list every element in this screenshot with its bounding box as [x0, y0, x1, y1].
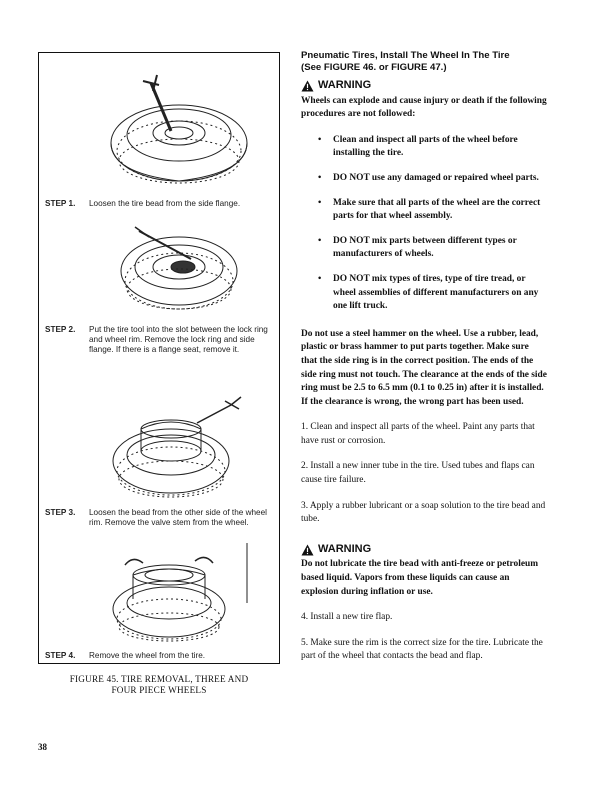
warning-label: WARNING — [318, 542, 372, 555]
step-text: Put the tire tool into the slot between the lock ring and wheel rim. Remove the lock ring and side flange. If there is a flange seat, remove it. — [89, 325, 268, 354]
step-text: Loosen the tire bead from the side flange. — [89, 199, 241, 208]
warning-triangle-icon — [301, 544, 314, 556]
warning-intro: Wheels can explode and cause injury or death if the following procedures are not followed: — [301, 95, 547, 120]
bullet-item: • DO NOT mix types of tires, type of tire tread, or wheel assemblies of different manufacturers on any one lift truck. — [301, 273, 547, 314]
procedure-step-1: 1. Clean and inspect all parts of the wheel. Paint any parts that have rust or corrosion. — [301, 422, 535, 446]
step4-illustration — [39, 541, 279, 645]
procedure-step-4: 4. Install a new tire flap. — [301, 612, 393, 623]
warning-triangle-icon — [301, 80, 314, 92]
procedure-step-2: 2. Install a new inner tube in the tire. Used tubes and flaps can cause tire failure. — [301, 461, 535, 486]
step4-caption — [45, 651, 277, 661]
step1-illustration — [39, 61, 279, 191]
step-label: STEP 1. — [45, 199, 76, 208]
figure-caption-line2: FOUR PIECE WHEELS — [111, 685, 207, 695]
warning-label: WARNING — [318, 79, 372, 91]
step-label: STEP 2. — [45, 325, 76, 334]
page-number: 38 — [38, 742, 47, 752]
step1-caption — [45, 199, 277, 209]
bullet-item: • Make sure that all parts of the wheel are the correct parts for that wheel assembly. — [301, 197, 547, 224]
step-label: STEP 3. — [45, 508, 76, 517]
step-text: Loosen the bead from the other side of the wheel rim. Remove the valve stem from the wheel. — [89, 508, 267, 527]
section-title — [301, 50, 547, 74]
right-column — [301, 50, 547, 664]
step2-illustration — [39, 223, 279, 319]
warning-paragraph: Do not use a steel hammer on the wheel. Use a rubber, lead, plastic or brass hammer to put parts together. Make sure that the side ring is in the correct position. The ends of the side ring must not touch. The clearance at the ends of the side ring must be 2.5 to 6.5 mm (0.1 to 0.25 in) after it is installed. If the clearance is wrong, the wrong part has been used. — [301, 328, 547, 407]
bullet-item: • DO NOT mix parts between different types or manufacturers of wheels. — [301, 235, 547, 262]
step-text: Remove the wheel from the tire. — [89, 651, 206, 660]
procedure-step-3: 3. Apply a rubber lubricant or a soap solution to the tire bead and tube. — [301, 500, 546, 525]
warning-2-text: Do not lubricate the tire bead with anti-freeze or petroleum based liquid. Vapors from these liquids can cause an explosion during inflation or use. — [301, 559, 539, 597]
figure-panel — [38, 52, 280, 664]
bullet-item: • Clean and inspect all parts of the wheel before installing the tire. — [301, 134, 547, 161]
step2-caption — [45, 325, 277, 355]
figure-caption-line1: FIGURE 45. TIRE REMOVAL, THREE AND — [69, 674, 249, 684]
warning-heading — [301, 79, 547, 93]
section-title-line1: Pneumatic Tires, Install The Wheel In The Tire — [301, 50, 510, 61]
step3-caption — [45, 508, 277, 528]
warning-heading-2 — [301, 543, 547, 557]
figure-caption — [38, 674, 280, 696]
bullet-item: • DO NOT use any damaged or repaired wheel parts. — [301, 172, 547, 186]
procedure-step-5: 5. Make sure the rim is the correct size for the tire. Lubricate the part of the wheel that contacts the bead and flap. — [301, 637, 543, 662]
warning-bullet-list — [301, 134, 547, 314]
section-title-line2: (See FIGURE 46. or FIGURE 47.) — [301, 62, 447, 73]
step-label: STEP 4. — [45, 651, 76, 660]
step3-illustration — [39, 379, 279, 503]
